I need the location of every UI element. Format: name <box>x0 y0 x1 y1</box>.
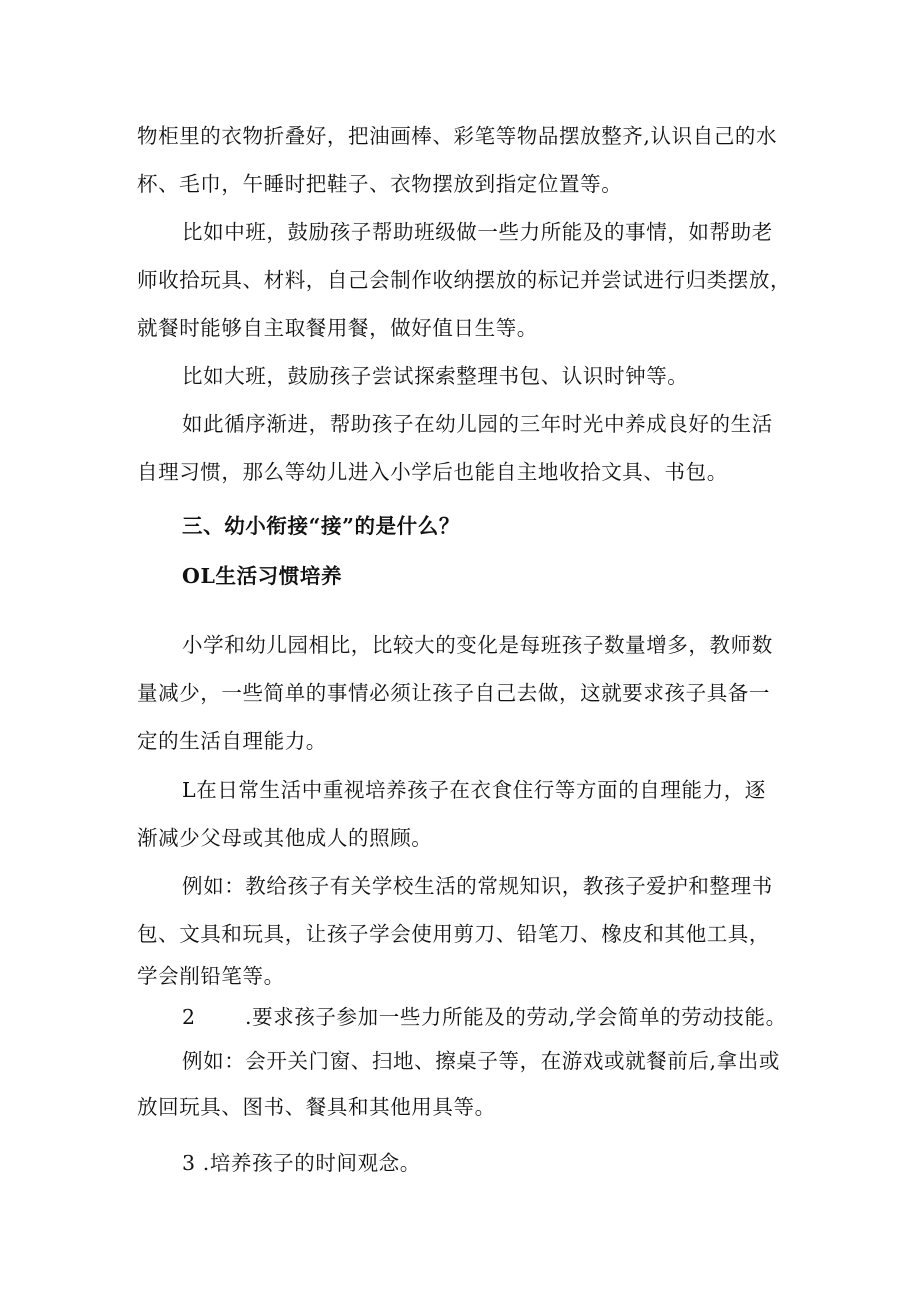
paragraph-line: 例如：教给孩子有关学校生活的常规知识，教孩子爱护和整理书 <box>182 874 773 898</box>
paragraph-line: 学会削铅笔等。 <box>137 964 285 988</box>
section-heading: 三、幼小衔接“接”的是什么？ <box>182 514 460 538</box>
paragraph-line: 比如中班，鼓励孩子帮助班级做一些力所能及的事情，如帮助老 <box>182 220 773 244</box>
paragraph-line: 杯、毛巾，午睡时把鞋子、衣物摆放到指定位置等。 <box>137 172 623 196</box>
paragraph-line: 自理习惯，那么等幼儿进入小学后也能自主地收拾文具、书包。 <box>137 460 728 484</box>
subsection-heading: OL生活习惯培养 <box>182 564 343 588</box>
paragraph-line: 渐减少父母或其他成人的照顾。 <box>137 826 433 850</box>
paragraph-line: 物柜里的衣物折叠好，把油画棒、彩笔等物品摆放整齐,认识自己的水 <box>137 124 778 148</box>
list-number: 2 <box>182 1005 196 1029</box>
paragraph-line: 就餐时能够自主取餐用餐，做好值日生等。 <box>137 316 538 340</box>
paragraph-line: 例如：会开关门窗、扫地、擦桌子等，在游戏或就餐前后,拿出或 <box>182 1049 780 1073</box>
paragraph-line: 如此循序渐进，帮助孩子在幼儿园的三年时光中养成良好的生活 <box>182 412 773 436</box>
paragraph-line: 比如大班，鼓励孩子尝试探索整理书包、认识时钟等。 <box>182 364 689 388</box>
paragraph-line: L在日常生活中重视培养孩子在衣食住行等方面的自理能力，逐 <box>182 778 766 802</box>
paragraph-line: 师收拾玩具、材料，自己会制作收纳摆放的标记并尝试进行归类摆放， <box>137 268 792 292</box>
paragraph-line: 小学和幼儿园相比，比较大的变化是每班孩子数量增多，教师数 <box>182 633 773 657</box>
paragraph-line: 包、文具和玩具，让孩子学会使用剪刀、铅笔刀、橡皮和其他工具， <box>137 922 770 946</box>
paragraph-line: .要求孩子参加一些力所能及的劳动,学会简单的劳动技能。 <box>245 1005 787 1029</box>
paragraph-line: 3 .培养孩子的时间观念。 <box>182 1151 421 1175</box>
paragraph-line: 放回玩具、图书、餐具和其他用具等。 <box>137 1095 496 1119</box>
paragraph-line: 量减少，一些简单的事情必须让孩子自己去做，这就要求孩子具备一 <box>137 681 770 705</box>
paragraph-line: 定的生活自理能力。 <box>137 729 327 753</box>
